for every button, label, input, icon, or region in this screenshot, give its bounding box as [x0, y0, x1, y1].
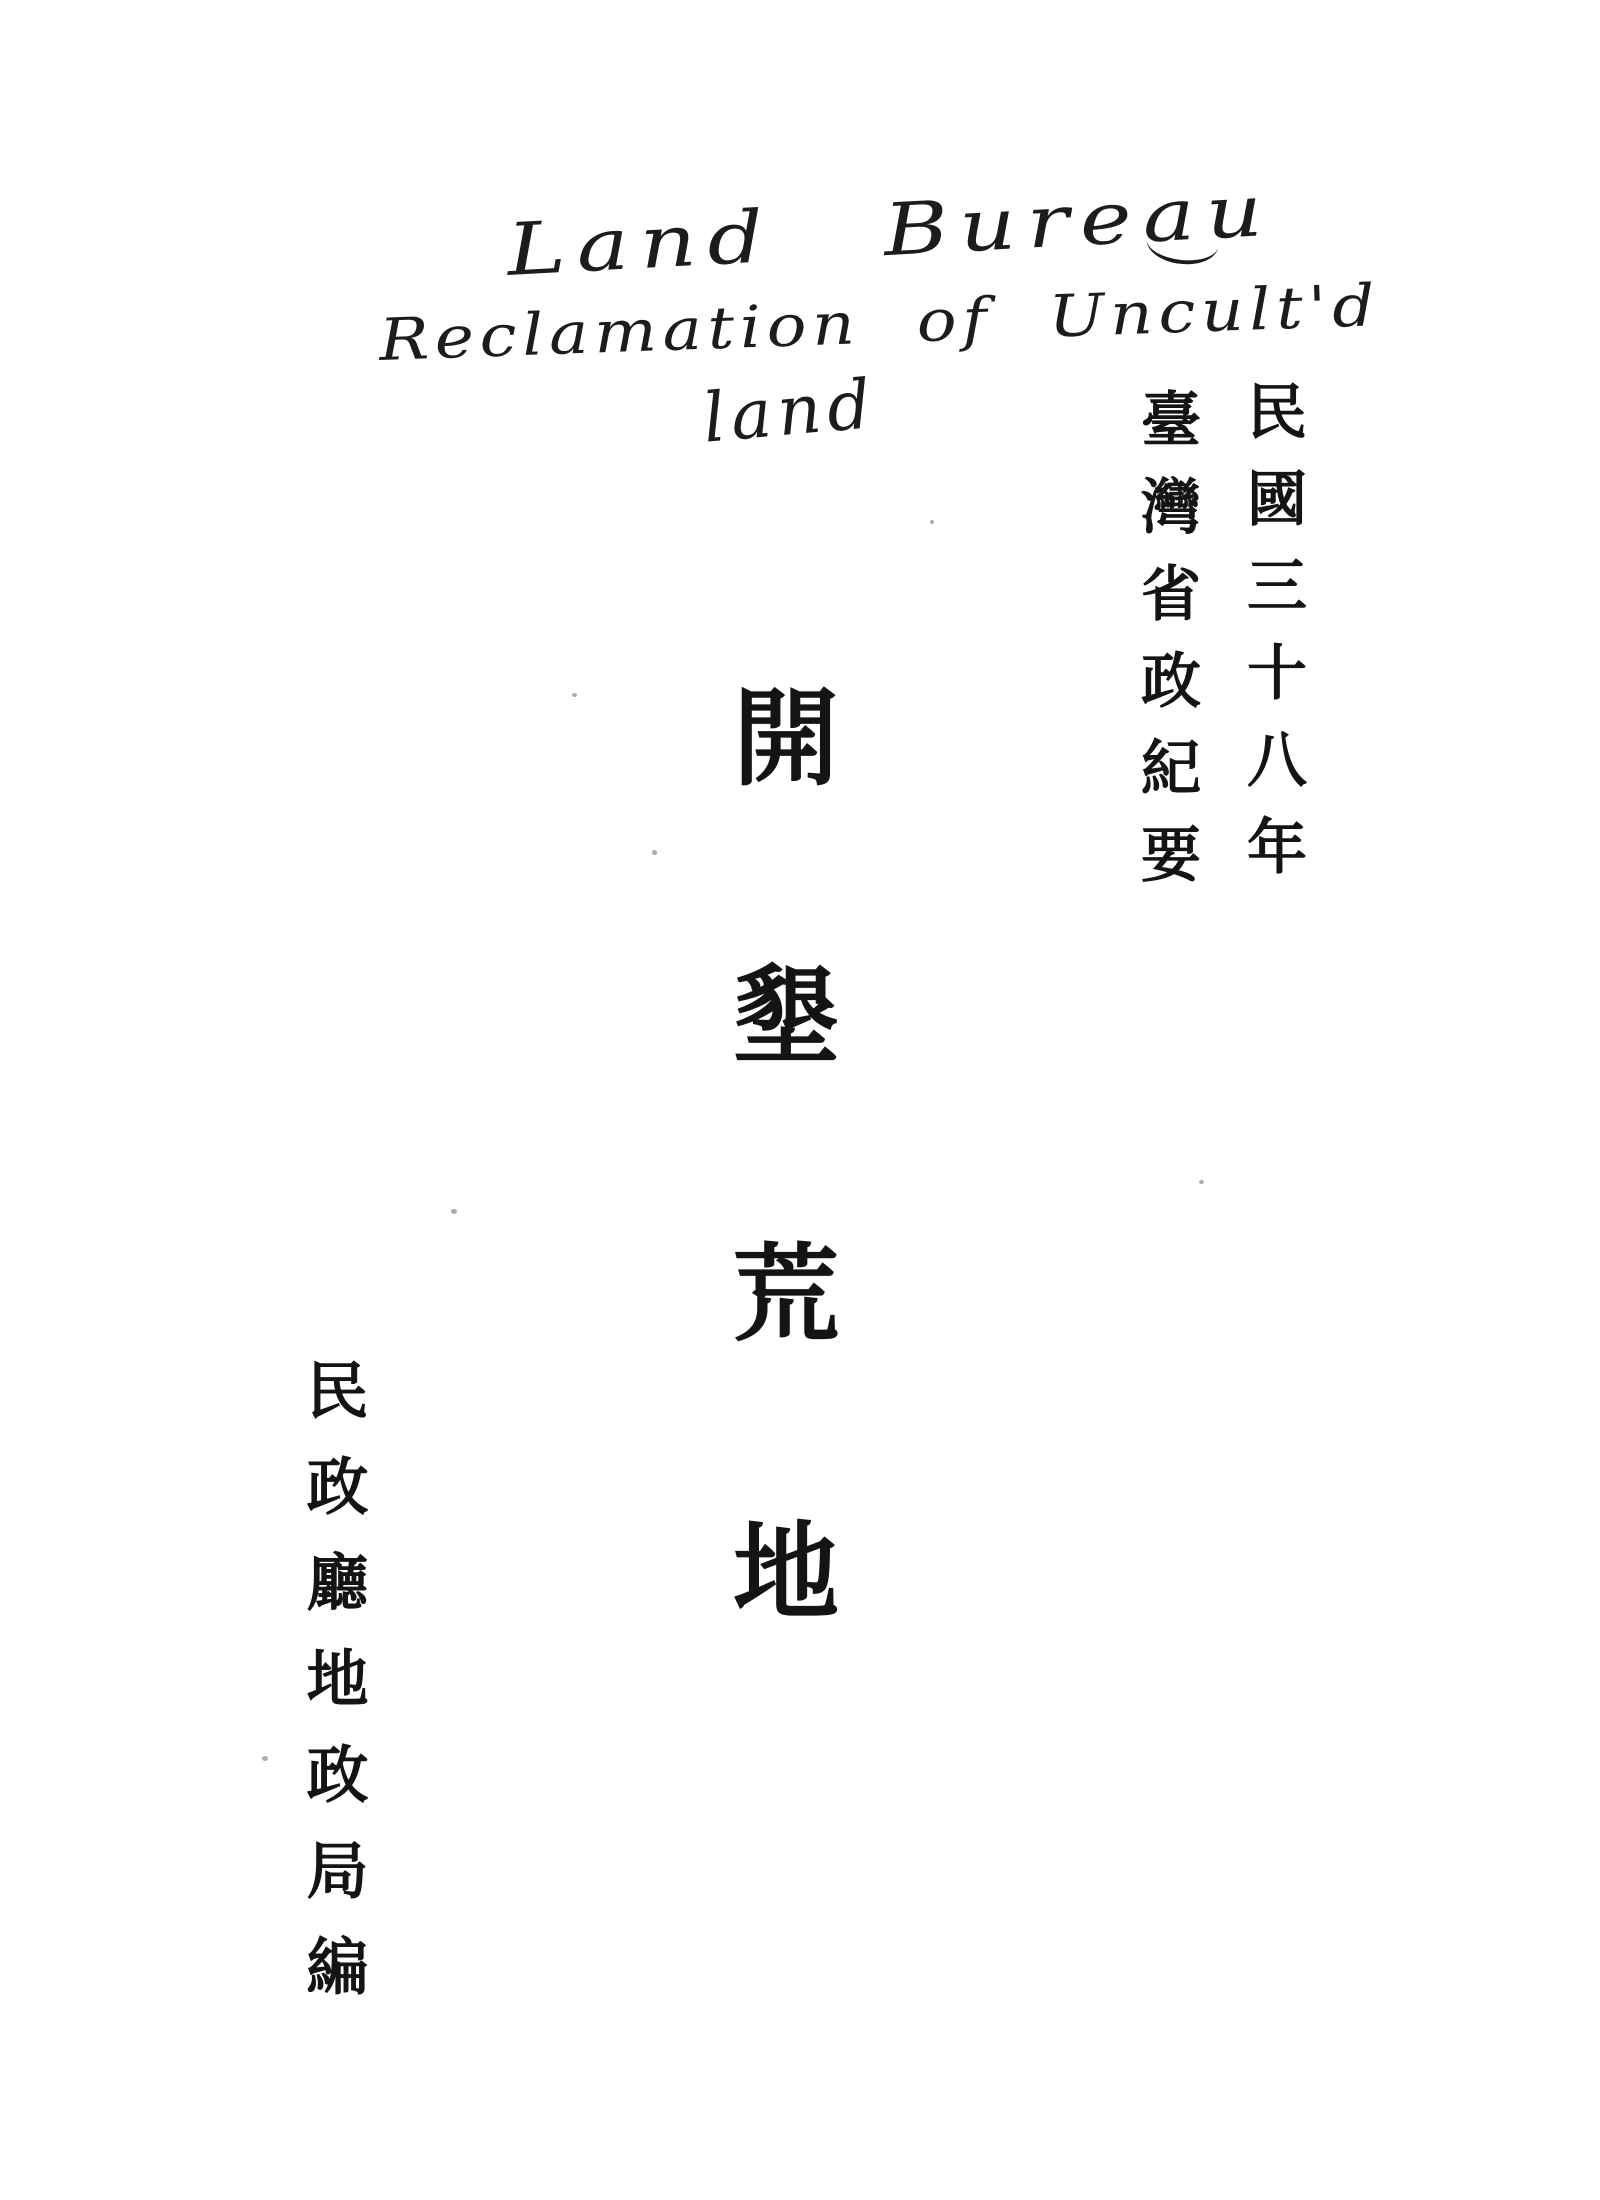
scan-speck	[572, 693, 577, 697]
publication-year-column: 民國三十八年	[1237, 380, 1307, 902]
handwritten-line-3: land	[700, 364, 880, 459]
handwriting-flourish	[1145, 230, 1220, 267]
publisher-column: 民政廳地政局編	[296, 1358, 369, 2030]
series-title-column: 臺灣省政紀要	[1131, 388, 1201, 910]
scan-speck	[262, 1756, 268, 1761]
scan-speck	[1199, 1180, 1204, 1184]
scan-speck	[451, 1209, 457, 1214]
scan-speck	[930, 520, 934, 524]
scan-speck	[652, 850, 657, 855]
book-title: 開墾荒地	[716, 682, 839, 1794]
handwritten-line-2: Reclamation of Uncult'd	[378, 271, 1382, 374]
handwritten-line-1: Land Bureau	[505, 167, 1276, 292]
